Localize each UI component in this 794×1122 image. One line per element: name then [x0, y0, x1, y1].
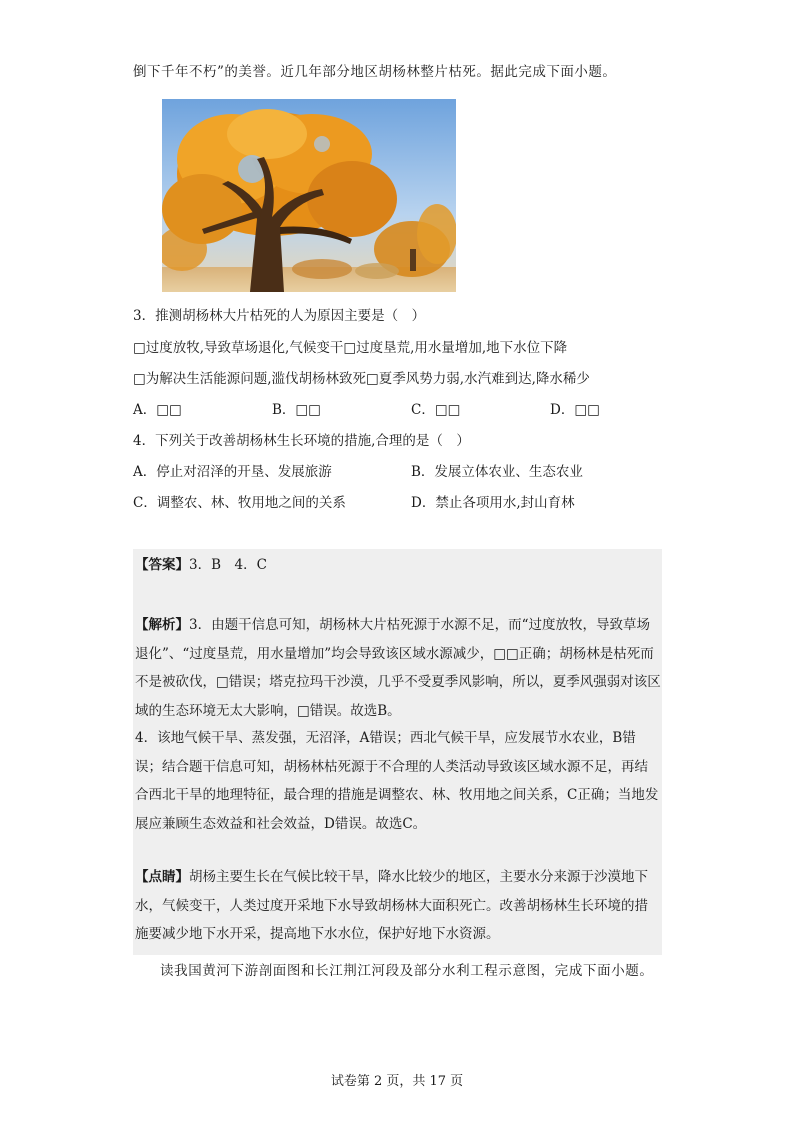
q4-option-a[interactable]: A．停止对沼泽的开垦、发展旅游 — [133, 464, 332, 480]
populus-forest-photo — [162, 99, 456, 292]
next-section-intro: 读我国黄河下游剖面图和长江荆江河段及部分水利工程示意图，完成下面小题。 — [160, 963, 654, 979]
analysis-q3 — [135, 611, 661, 725]
intro-line: 倒下千年不朽”的美誉。近几年部分地区胡杨林整片枯死。据此完成下面小题。 — [133, 64, 617, 80]
q4-stem: 4．下列关于改善胡杨林生长环境的措施,合理的是（ ） — [133, 433, 470, 449]
answer-tag: 【答案】 — [135, 557, 189, 573]
tip-tag: 【点睛】 — [135, 869, 189, 885]
q4-option-d[interactable]: D．禁止各项用水,封山育林 — [411, 495, 575, 511]
tip-paragraph — [135, 863, 661, 949]
page-footer: 试卷第 2 页，共 17 页 — [330, 1074, 464, 1089]
answer-text: 3．B 4．C — [189, 557, 267, 573]
q3-option-d[interactable]: D．□□ — [550, 402, 600, 418]
tip-text: 胡杨主要生长在气候比较干旱，降水比较少的地区，主要水分来源于沙漠地下水，气候变干，人类过度开采地下水导致胡杨林大面积死亡。改善胡杨林生长环境的措施要减少地下水开采，提高地下水水位，保护好地下水资源。 — [135, 869, 648, 942]
answer-line — [135, 555, 267, 575]
analysis-tag: 【解析】 — [135, 617, 189, 633]
q4-option-c[interactable]: C．调整农、林、牧用地之间的关系 — [133, 495, 346, 511]
analysis-q3-text: 3．由题干信息可知，胡杨林大片枯死源于水源不足，而“过度放牧，导致草场退化”、“过度垦荒，用水量增加”均会导致该区域水源减少，□□正确；胡杨林是枯死而不是被砍伐，□错误；塔克拉玛干沙漠，几乎不受夏季风影响，所以，夏季风强弱对该区域的生态环境无太大影响，□错误。故选B。 — [135, 617, 661, 719]
q3-option-a[interactable]: A．□□ — [133, 402, 182, 418]
q3-stem: 3．推测胡杨林大片枯死的人为原因主要是（ ） — [133, 308, 426, 324]
q4-option-b[interactable]: B．发展立体农业、生态农业 — [411, 464, 583, 480]
q3-statement-line-1: □过度放牧,导致草场退化,气候变干□过度垦荒,用水量增加,地下水位下降 — [133, 340, 568, 356]
analysis-q4: 4．该地气候干旱、蒸发强，无沼泽，A错误；西北气候干旱，应发展节水农业，B错误；结合题干信息可知，胡杨林枯死源于不合理的人类活动导致该区域水源不足，再结合西北干旱的地理特征，最合理的措施是调整农、林、牧用地之间关系，C正确；当地发展应兼顾生态效益和社会效益，D错误。故选C。 — [135, 730, 659, 832]
q3-statement-line-2: □为解决生活能源问题,滥伐胡杨林致死□夏季风势力弱,水汽难到达,降水稀少 — [133, 371, 590, 387]
q3-option-c[interactable]: C．□□ — [411, 402, 461, 418]
q3-option-b[interactable]: B．□□ — [272, 402, 321, 418]
